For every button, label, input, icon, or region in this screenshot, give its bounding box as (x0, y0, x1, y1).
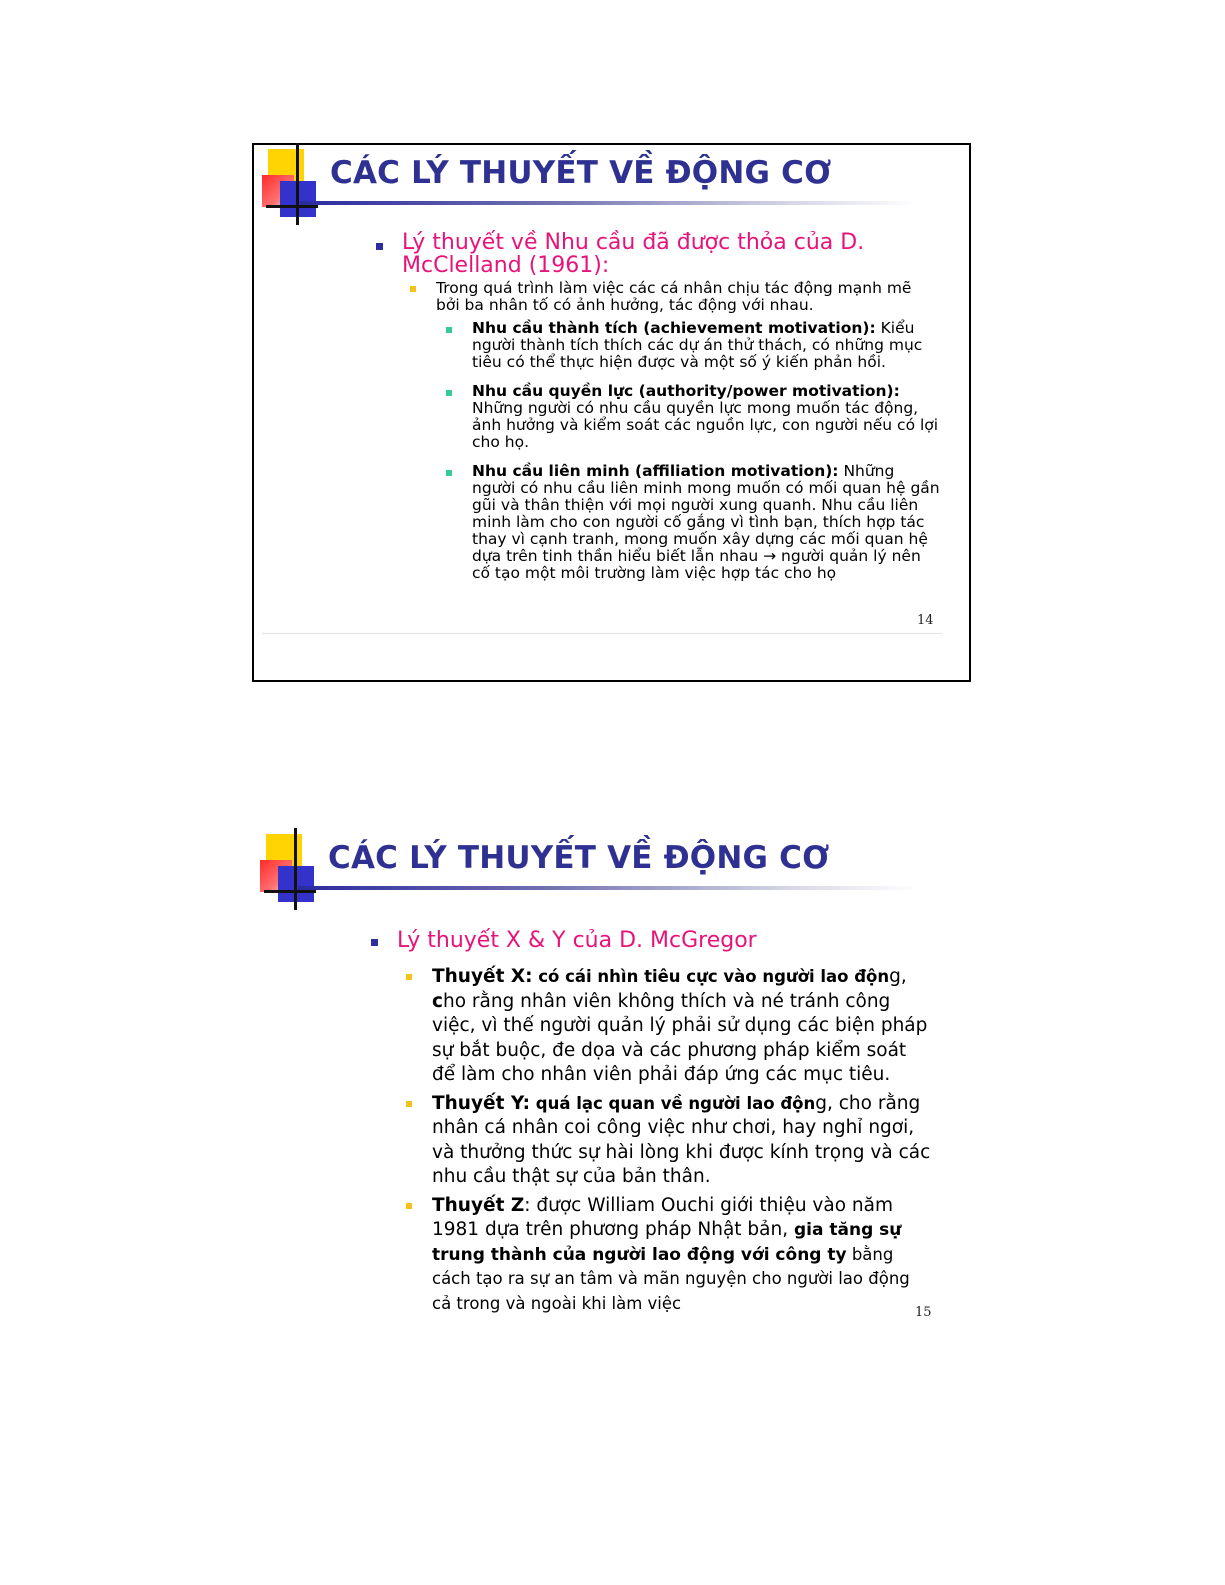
item-term: Nhu cầu thành tích (achievement motivation): (472, 319, 876, 337)
bullet-list-level2 (432, 965, 932, 1320)
bullet-level2 (436, 280, 936, 314)
theory-summary: quá lạc quan về người lao độn (530, 1093, 816, 1113)
slide-logo-icon (262, 147, 332, 223)
slide-title: CÁC LÝ THUYẾT VỀ ĐỘNG CƠ (328, 840, 830, 876)
title-underline (298, 886, 918, 890)
bullet-level1 (397, 928, 937, 954)
slide-logo-icon (260, 832, 330, 908)
theory-label: Thuyết Y: (432, 1092, 531, 1114)
square-bullet-icon (406, 1101, 412, 1107)
page-number: 14 (917, 613, 934, 628)
theory-text: ho rằng nhân viên không thích và né tránh công việc, vì thế người quản lý phải sử dụng các biện pháp sự bắt buộc, đe dọa và các phương pháp kiểm soát để làm cho nhân viên phải đáp ứng các mục tiêu. (432, 990, 928, 1085)
list-item-theory-x (432, 965, 932, 1088)
square-bullet-icon (406, 1203, 412, 1209)
bullet-text: Trong quá trình làm việc các cá nhân chịu tác động mạnh mẽ bởi ba nhân tố có ảnh hưởng, tác động với nhau. (436, 279, 912, 314)
title-underline (300, 201, 920, 205)
square-bullet-icon (446, 327, 452, 333)
square-bullet-icon (371, 939, 378, 946)
bullet-level1 (402, 231, 922, 277)
item-term: Nhu cầu liên minh (affiliation motivation): (472, 462, 839, 480)
slide-15 (252, 830, 971, 1350)
item-text: Kiểu người thành tích thích các dự án thử thách, có những mục tiêu có thể thực hiện được và một số ý kiến phản hồi. (472, 319, 923, 371)
square-bullet-icon (446, 390, 452, 396)
item-text: Những người có nhu cầu liên minh mong muốn có mối quan hệ gần gũi và thân thiện với mọi người xung quanh. Nhu cầu liên minh làm cho con người cố gắng vì tình bạn, thích hợp tác thay vì cạnh tranh, mong muốn xây dựng các mối quan hệ dựa trên tinh thần hiểu biết lẫn nhau → người quản lý nên cố tạo một môi trường làm việc hợp tác cho họ (472, 462, 940, 582)
theory-text-end: bằng cách tạo ra sự an tâm và mãn nguyện cho người lao động cả trong và ngoài khi làm việc (432, 1244, 910, 1313)
square-bullet-icon (410, 286, 416, 292)
page-number: 15 (915, 1305, 932, 1320)
square-bullet-icon (376, 243, 383, 250)
theory-highlight: gia tăng sự trung thành của người lao động với công ty (432, 1220, 902, 1265)
item-term: Nhu cầu quyền lực (authority/power motivation): (472, 382, 900, 400)
list-item (472, 463, 942, 582)
list-item (472, 383, 942, 451)
bullet-text: Lý thuyết X & Y của D. McGregor (397, 928, 757, 953)
slide-title: CÁC LÝ THUYẾT VỀ ĐỘNG CƠ (330, 155, 832, 191)
theory-summary: có cái nhìn tiêu cực vào người lao độn (532, 967, 890, 986)
square-bullet-icon (446, 470, 452, 476)
theory-text-c: c (432, 990, 443, 1012)
divider (262, 633, 942, 634)
bullet-text: Lý thuyết về Nhu cầu đã được thỏa của D. McClelland (1961): (402, 230, 865, 278)
slide-14 (252, 143, 971, 682)
list-item (472, 320, 942, 371)
theory-text-g: g, (889, 966, 907, 987)
list-item-theory-z (432, 1194, 932, 1317)
theory-label: Thuyết X: (432, 966, 533, 987)
theory-text: g, cho rằng nhân cá nhân coi công việc như chơi, hay nghỉ ngơi, và thưởng thức sự hài lòng khi được kính trọng và các nhu cầu thật sự của bản thân. (432, 1092, 931, 1187)
square-bullet-icon (406, 974, 412, 980)
list-item-theory-y (432, 1092, 932, 1190)
bullet-list-level3 (472, 320, 942, 594)
theory-text: : được William Ouchi giới thiệu vào năm 1981 dựa trên phương pháp Nhật bản, (432, 1194, 894, 1240)
theory-label: Thuyết Z (432, 1194, 525, 1216)
item-text: Những người có nhu cầu quyền lực mong muốn tác động, ảnh hưởng và kiểm soát các nguồn lực, con người nếu có lợi cho họ. (472, 399, 939, 451)
